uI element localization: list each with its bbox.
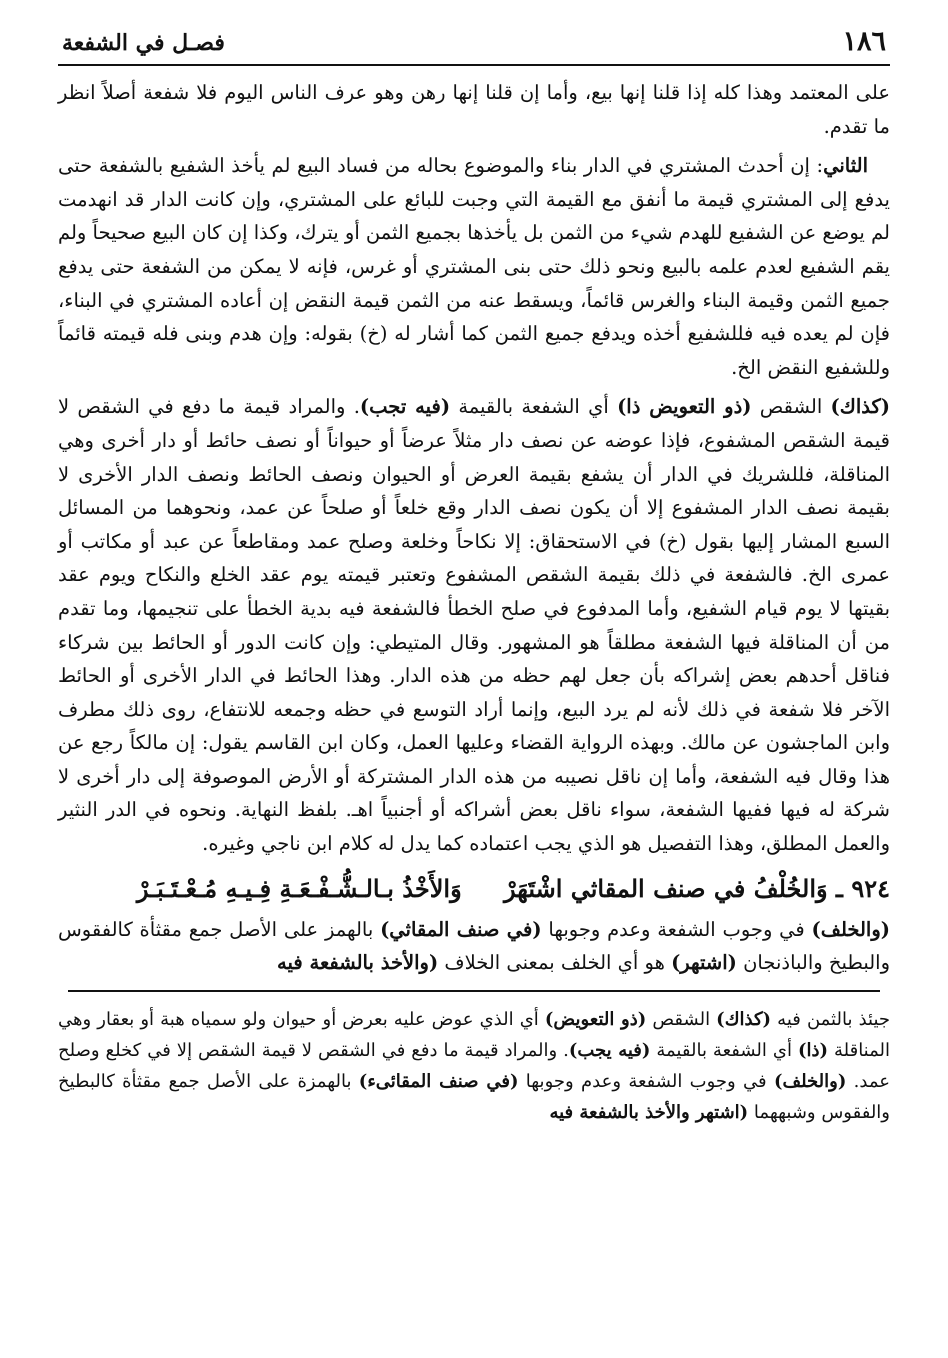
text-span: بالهمزة على الأصل جمع مقثأة كالبطيخ والفقوس وشبههما (58, 1070, 890, 1123)
text-span: بالهمز على الأصل جمع مقثأة كالفقوس والبطيخ والباذنجان (58, 917, 890, 975)
paragraph-4 (58, 913, 890, 980)
document-page (58, 26, 890, 1336)
text-span: . والمراد قيمة ما دفع في الشقص لا قيمة الشقص المشفوع، فإذا عوضه عن نصف دار مثلاً عرضاً أو حيواناً أو نصف حائط أو دار أخرى وهي المناقلة، فللشريك في الدار أن يشفع بقيمة العرض أو الحيوان ونصف الحائط ونصف الدار الأخرى لا بقيمة نصف الدار المشفوع إلا أن يكون نصف الدار وقع خلعاً أو صلحاً عن عمد، ونحوهما من المسائل السبع المشار إليها بقول (خ) في الاستحقاق: إلا نكاحاً وخلعة وصلح عمد ومقاطعاً عن عبد أو مكاتب أو عمرى الخ. فالشفعة في ذلك بقيمة الشقص المشفوع وتعتبر قيمته يوم عقد الخلع والنكاح ويوم عقد بقيتها لا يوم قيام الشفيع، وأما المدفوع في صلح الخطأ فالشفعة فيه بدية الخطأ على تنجيمها، وما تقدم من أن المناقلة فيها الشفعة مطلقاً هو المشهور. وقال المتيطي: وإن كانت الدور أو الحائط بين شركاء فناقل أحدهم بعض إشراكه بأن جعل لهم حظه من هذه الدار. وهذا الحائط في الدار الأخرى أو الحائط الآخر فلا شفعة في ذلك لأنه لم يرد البيع، وإنما أراد التوسع في حظه وجمعه للانتفاع، روى ذلك مطرف وابن الماجشون عن مالك. وبهذه الرواية القضاء وعليها العمل، وكان ابن القاسم يقول: إن مالكاً رجع عن هذا وقال فيه الشفعة، وأما إن ناقل نصيبه من هذه الدار المشتركة أو الأرض الموصوفة إلى دار أخرى لا شركة له فيها ففيها الشفعة، سواء ناقل بعض أشراكه أو أجنبياً اهـ. بلفظ النهاية. ونحوه في الدر النثير والعمل المطلق، وهذا التفصيل هو الذي يجب اعتماده كما يدل له كلام ابن ناجي وغيره. (58, 395, 890, 856)
term-alkhulf: (والخلف) (811, 917, 890, 941)
footnote-term: (ذا) (797, 1039, 829, 1061)
term-fihi-tajib: (فيه تجب) (359, 395, 451, 419)
term-fi-sinf-almaqathi: (في صنف المقاثي) (380, 917, 542, 941)
text-span: في وجوب الشفعة وعدم وجوبها (541, 917, 812, 941)
text-span: الشقص (751, 395, 831, 419)
footnote-term: (فيه يجب) (568, 1039, 651, 1061)
page-number: ١٨٦ (842, 26, 886, 57)
text-span: . والمراد قيمة ما دفع في الشقص لا قيمة الشقص إلا في كخلع وصلح عمد. (58, 1039, 890, 1092)
footnote-term: (في صنف المقائىء) (358, 1070, 519, 1092)
term-dhu-altawid: (ذو التعويض ذا) (617, 395, 752, 419)
footnote-term: (كذاك) (716, 1008, 772, 1030)
footnote-term: (والخلف) (773, 1070, 847, 1092)
term-kadhak: (كذاك) (830, 395, 891, 419)
footnote (58, 1004, 890, 1128)
text-span: أي الذي عوض عليه بعرض أو حيوان ولو سمياه هبة أو بعقار وهي المناقلة (58, 1008, 891, 1061)
paragraph-1: على المعتمد وهذا كله إذا قلنا إنها بيع، وأما إن قلنا إنها رهن وهو عرف الناس اليوم فلا شفعة أصلاً انظر ما تقدم. (58, 81, 890, 138)
main-text (58, 76, 890, 980)
text-span: أي الشفعة بالقيمة (650, 1039, 798, 1061)
footnote-paragraph (58, 1004, 890, 1128)
footnote-term: (ذو التعويض) (544, 1008, 647, 1030)
verse-number: ٩٢٤ (851, 873, 890, 903)
text-span: جيئذ بالثمن فيه (771, 1008, 891, 1030)
page-header (58, 26, 890, 66)
verse-second-hemistich: وَالأَخْذُ بـالـشُّـفْـعَـةِ فِـيـهِ مُـعْـتَـبَـرْ (136, 873, 462, 903)
footnote-divider (68, 990, 880, 992)
verse-first-hemistich: ـ وَالخُلْفُ في صنف المقاثي اشْتَهَرْ (504, 873, 843, 903)
paragraph-2-lead: الثاني (823, 154, 868, 178)
verse-line (58, 867, 890, 911)
footnote-term: (اشتهر والأخذ بالشفعة فيه (549, 1101, 749, 1123)
term-walakhdh: (والأخذ بالشفعة فيه (277, 951, 439, 975)
text-span: أي الشفعة بالقيمة (450, 395, 618, 419)
paragraph-2-text: : إن أحدث المشتري في الدار بناء والموضوع بحاله من فساد البيع لم يأخذ الشفيع بالشفعة حتى يدفع إلى المشتري قيمة ما أنفق مع القيمة التي وجبت للبائع على المشتري، وإن كانت الدار قد انهدمت لم يوضع عن الشفيع للهدم شيء من الثمن بل يأخذها بجميع الثمن أو يترك، وكذا إن كان البيع صحيحاً ولم يقم الشفيع لعدم علمه بالبيع ونحو ذلك حتى بنى المشتري أو غرس، فإنه لا يمكن من الشفعة حتى يدفع جميع الثمن وقيمة البناء والغرس قائماً، ويسقط عنه من الثمن قيمة النقض إن أعاده المشتري في البناء، فإن لم يعده فيه فللشفيع أخذه ويدفع جميع الثمن كما أشار له (خ) بقوله: وإن هدم وبنى فله قيمته قائماً وللشفيع النقض الخ. (58, 154, 890, 379)
paragraph-3 (58, 390, 890, 860)
running-title: فصـل في الشفعة (62, 30, 225, 56)
text-span: هو أي الخلف بمعنى الخلاف (438, 951, 672, 975)
text-span: الشقص (646, 1008, 717, 1030)
text-span: في وجوب الشفعة وعدم وجوبها (518, 1070, 774, 1092)
term-ishtahar: (اشتهر) (671, 951, 737, 975)
paragraph-2 (58, 149, 890, 384)
